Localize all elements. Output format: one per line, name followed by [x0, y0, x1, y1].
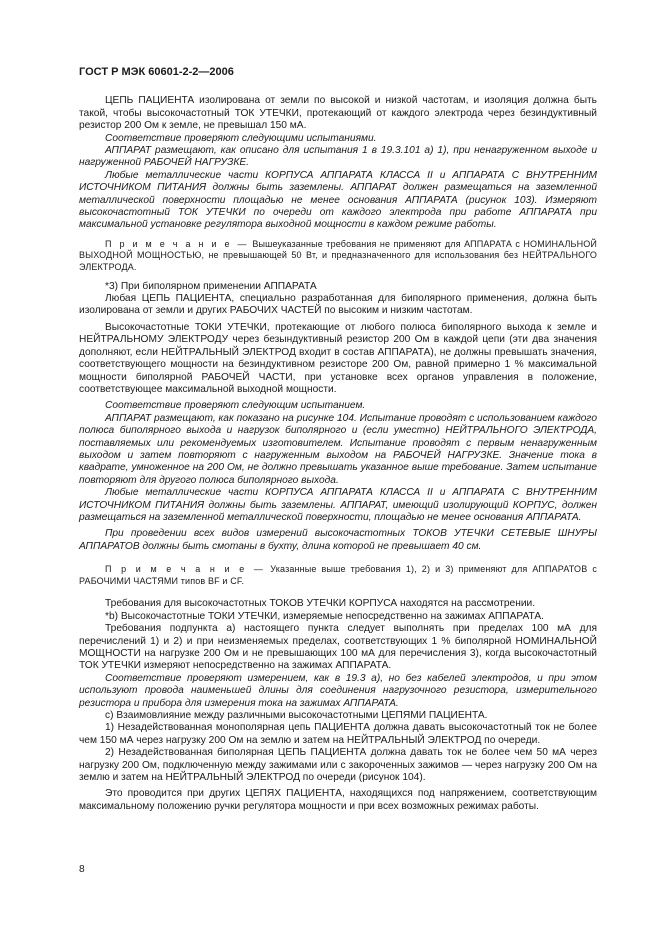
- document-header: ГОСТ Р МЭК 60601-2-2—2006: [79, 66, 234, 78]
- paragraph-bipolar-heading: *3) При биполярном применении АППАРАТА: [105, 280, 317, 292]
- note-2: [79, 564, 597, 587]
- paragraph-figure-104: АППАРАТ размещают, как показано на рисунке 104. Испытание проводят с использованием каждого полюса биполярного выхода и нагрузок биполярного и (если уместно) НЕЙТРАЛЬНОГО ЭЛЕКТРОДА, поставляемых или рекомендуемых изготовителем. Испытание проводят с первым ненагруженным выходом и затем повторяют с нагруженным выходом на РАБОЧЕЙ НАГРУЗКЕ. Значение тока в квадрате, умноженное на 200 Ом, не должно превышать указанное выше требование. Затем испытание повторяют для другого полюса биполярного выхода.: [79, 412, 597, 486]
- paragraph-bipolar-leakage: Высокочастотные ТОКИ УТЕЧКИ, протекающие от любого полюса биполярного выхода к земле и НЕЙТРАЛЬНОМУ ЭЛЕКТРОДУ через безындуктивный резистор 200 Ом в каждой цепи (эти два значения дополняют, если НЕЙТРАЛЬНЫЙ ЭЛЕКТРОД входит в состав АППАРАТА), не должны превышать значения, соответствующего мощности на безиндуктивном резисторе 200 Ом, равной примерно 1 % максимальной мощности биполярной РАБОЧЕЙ ЧАСТИ, при установке всех органов управления в положение, соответствующее максимальной выходной мощности.: [79, 321, 597, 395]
- paragraph-placement: АППАРАТ размещают, как описано для испытания 1 в 19.3.101 а) 1), при ненагруженном выходе и нагруженной РАБОЧЕЙ НАГРУЗКЕ.: [79, 145, 597, 169]
- paragraph-compliance-tests: Соответствие проверяют следующими испытаниями.: [105, 132, 377, 144]
- paragraph-metal-parts: Любые металлические части КОРПУСА АППАРАТА КЛАССА II и АППАРАТА С ВНУТРЕННИМ ИСТОЧНИКОМ ПИТАНИЯ должны быть заземлены. АППАРАТ должен размещаться на заземленной металлической поверхности площадью не менее основания АППАРАТА (рисунок 103). Измеряют высокочастотный ТОК УТЕЧКИ по очереди от каждого электрода при работе АППАРАТА при максимальной установке регулятора выходной мощности в каждом режиме работы.: [79, 169, 597, 231]
- paragraph-b-heading: *b) Высокочастотные ТОКИ УТЕЧКИ, измеряемые непосредственно на зажимах АППАРАТА.: [105, 610, 544, 622]
- paragraph-compliance-test: Соответствие проверяют следующим испытанием.: [105, 400, 366, 412]
- note-label: П р и м е ч а н и е —: [105, 564, 266, 575]
- page-number: 8: [79, 864, 85, 875]
- note-label: П р и м е ч а н и е —: [105, 238, 249, 249]
- paragraph-bipolar-isolation: Любая ЦЕПЬ ПАЦИЕНТА, специально разработанная для биполярного применения, должна быть изолирована от земли и других РАБОЧИХ ЧАСТЕЙ по высоким и низким частотам.: [79, 293, 597, 317]
- paragraph-c-heading: с) Взаимовлияние между различными высокочастотными ЦЕПЯМИ ПАЦИЕНТА.: [105, 710, 488, 722]
- paragraph-c-2: 2) Незадействованная биполярная ЦЕПЬ ПАЦИЕНТА должна давать ток не более чем 50 мА через нагрузку 200 Ом, подключенную между зажимами или с закороченных зажимов — через нагрузку 200 Ом на землю и затем на НЕЙТРАЛЬНЫЙ ЭЛЕКТРОД по очереди (рисунок 104).: [79, 747, 597, 784]
- paragraph-mains-cords: При проведении всех видов измерений высокочастотных ТОКОВ УТЕЧКИ СЕТЕВЫЕ ШНУРЫ АППАРАТОВ должны быть смотаны в бухту, длина которой не превышает 40 см.: [79, 528, 597, 552]
- paragraph-c-1: 1) Незадействованная монополярная цепь ПАЦИЕНТА должна давать высокочастотный ток не более чем 150 мА через нагрузку 200 Ом на землю и затем на НЕЙТРАЛЬНЫЙ ЭЛЕКТРОД по очереди.: [79, 722, 597, 746]
- paragraph-enclosure-leakage: Требования для высокочастотных ТОКОВ УТЕЧКИ КОРПУСА находятся на рассмотрении.: [105, 598, 536, 610]
- note-1: [79, 239, 597, 274]
- note-text: Указанные выше требования 1), 2) и 3) применяют для АППАРАТОВ с РАБОЧИМИ ЧАСТЯМИ типов BF и CF.: [79, 564, 598, 586]
- paragraph-metal-parts-2: Любые металлические части КОРПУСА АППАРАТА КЛАССА II и АППАРАТА С ВНУТРЕННИМ ИСТОЧНИКОМ ПИТАНИЯ должны быть заземлены. АППАРАТ, имеющий изолирующий КОРПУС, должен размещаться на заземленной металлической поверхности, площадью не менее основания АППАРАТА.: [79, 487, 597, 523]
- paragraph-b-requirements: Требования подпункта а) настоящего пункта следует выполнять при пределах 100 мА для перечислений 1) и 2) и при неизменяемых пределах, соответствующих 1 % биполярной НОМИНАЛЬНОЙ МОЩНОСТИ на нагрузке 200 Ом и не превышающих 100 мА для перечисления 3), когда высокочастотный ТОК УТЕЧКИ измеряют непосредственно на зажимах АППАРАТА.: [79, 623, 597, 672]
- paragraph-b-compliance: Соответствие проверяют измерением, как в 19.3 а), но без кабелей электродов, и при этом используют провода наименьшей длины для соединения нагрузочного резистора, измерительного резистора и прибора для измерения тока на зажимах АППАРАТА.: [79, 672, 597, 709]
- paragraph-isolation: ЦЕПЬ ПАЦИЕНТА изолирована от земли по высокой и низкой частотам, и изоляция должна быть такой, чтобы высокочастотный ТОК УТЕЧКИ, протекающий от каждого электрода через безиндуктивный резистор 200 Ом к земле, не превышал 150 мА.: [79, 95, 597, 132]
- note-text: Вышеуказанные требования не применяют для АППАРАТА с НОМИНАЛЬНОЙ ВЫХОДНОЙ МОЩНОСТЬЮ, не превышающей 50 Вт, и предназначенного для использования без НЕЙТРАЛЬНОГО ЭЛЕКТРОДА.: [79, 238, 598, 273]
- paragraph-c-conditions: Это проводится при других ЦЕПЯХ ПАЦИЕНТА, находящихся под напряжением, соответствующим максимальному положению ручки регулятора мощности и при всех возможных режимах работы.: [79, 788, 597, 812]
